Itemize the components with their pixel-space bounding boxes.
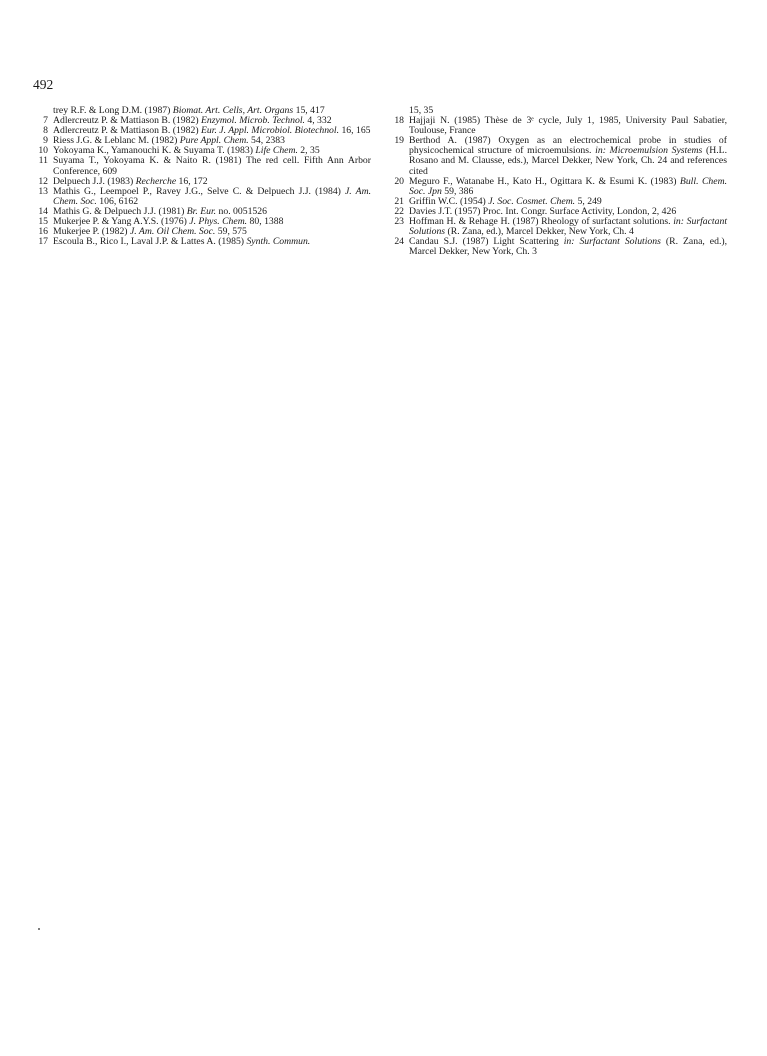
reference-number: 13 xyxy=(38,185,48,197)
reference-source-italic: Bull. Chem. Soc. Jpn xyxy=(409,175,727,197)
reference-text xyxy=(409,116,727,136)
reference-text-part: 59, 386 xyxy=(441,185,474,197)
reference-source-italic: in: Microemulsion Systems xyxy=(595,145,703,157)
reference-text-part: Meguro F., Watanabe H., Kato H., Ogittara K. & Esumi K. (1983) xyxy=(409,175,680,187)
references-left-column xyxy=(33,106,371,247)
reference-text xyxy=(53,237,371,247)
reference-text-part: Escoula B., Rico I., Laval J.P. & Lattes A. (1985) xyxy=(53,236,247,248)
reference-source-italic: Br. Eur. xyxy=(186,205,217,217)
reference-entry xyxy=(389,177,727,197)
reference-number: 17 xyxy=(38,236,48,248)
reference-source-italic: J. Phys. Chem. xyxy=(189,216,248,228)
reference-text-part: (R. Zana, ed.), Marcel Dekker, New York, Ch. 3 xyxy=(409,236,728,258)
reference-source-italic: Recherche xyxy=(135,175,177,187)
reference-entry xyxy=(33,156,371,176)
reference-text-part: Hoffman H. & Rehage H. (1987) Rheology of surfactant solutions. xyxy=(409,216,674,228)
reference-text-part: Hajjaji N. (1985) Thèse de 3ᵉ cycle, July 1, 1985, University Paul Sabatier, Toulouse, France xyxy=(409,115,727,137)
reference-source-italic: in: Surfactant Solutions xyxy=(409,216,728,238)
reference-number: 24 xyxy=(394,236,404,248)
reference-text-part: Adlercreutz P. & Mattiason B. (1982) xyxy=(53,115,201,127)
reference-text-part: Delpuech J.J. (1983) xyxy=(53,175,136,187)
reference-text xyxy=(409,136,727,176)
reference-entry xyxy=(389,237,727,257)
reference-text xyxy=(409,237,727,257)
reference-text-part: Mathis G. & Delpuech J.J. (1981) xyxy=(53,205,187,217)
reference-source-italic: J. Am. Chem. Soc. xyxy=(53,185,371,207)
reference-source-italic: Biomat. Art. Cells, Art. Organs xyxy=(172,105,294,116)
reference-number: 23 xyxy=(394,216,404,228)
reference-number: 8 xyxy=(43,125,48,137)
reference-text-part: 2, 35 xyxy=(297,145,320,157)
reference-number: 18 xyxy=(394,115,404,127)
reference-text-part: 80, 1388 xyxy=(247,216,284,228)
reference-number: 10 xyxy=(38,145,48,157)
page-number: 492 xyxy=(33,77,54,92)
reference-entry xyxy=(389,217,727,237)
reference-text-part: 54, 2383 xyxy=(248,135,285,147)
reference-entry xyxy=(33,237,371,247)
reference-source-italic: J. Soc. Cosmet. Chem. xyxy=(488,195,576,207)
reference-text-part: (R. Zana, ed.), Marcel Dekker, New York, Ch. 4 xyxy=(445,226,634,238)
reference-text-part: trey R.F. & Long D.M. (1987) xyxy=(53,105,173,116)
reference-text-part: 5, 249 xyxy=(575,195,602,207)
reference-text-part: 4, 332 xyxy=(304,115,332,127)
reference-source-italic: Synth. Commun. xyxy=(246,236,311,248)
reference-number: 21 xyxy=(394,195,404,207)
reference-text-part: Griffin W.C. (1954) xyxy=(409,195,489,207)
reference-text-part: 16, 172 xyxy=(176,175,208,187)
reference-text xyxy=(409,177,727,197)
reference-number: 7 xyxy=(43,115,48,127)
reference-text-part: Riess J.G. & Leblanc M. (1982) xyxy=(53,135,180,147)
reference-text xyxy=(53,187,371,207)
reference-number: 22 xyxy=(394,205,404,217)
reference-number: 14 xyxy=(38,205,48,217)
reference-text-part: Candau S.J. (1987) Light Scattering xyxy=(409,236,564,248)
reference-number: 12 xyxy=(38,175,48,187)
reference-text-part: 16, 165 xyxy=(339,125,371,137)
reference-source-italic: J. Am. Oil Chem. Soc. xyxy=(129,226,216,238)
reference-text-part: no. 0051526 xyxy=(216,205,267,217)
reference-number: 16 xyxy=(38,226,48,238)
reference-source-italic: Pure Appl. Chem. xyxy=(179,135,249,147)
reference-text-part: Mukerjee P. (1982) xyxy=(53,226,130,238)
reference-entry xyxy=(33,187,371,207)
reference-number: 19 xyxy=(394,135,404,147)
reference-text-part: Suyama T., Yokoyama K. & Naito R. (1981) The red cell. Fifth Ann Arbor Conference, 609 xyxy=(53,155,371,177)
reference-text-part: Berthod A. (1987) Oxygen as an electrochemical probe in studies of physicochemical structure of microemulsions. xyxy=(409,135,727,157)
reference-number: 11 xyxy=(38,155,48,167)
stray-mark xyxy=(38,928,40,930)
reference-number: 9 xyxy=(43,135,48,147)
reference-source-italic: Eur. J. Appl. Microbiol. Biotechnol. xyxy=(200,125,340,137)
reference-text xyxy=(53,156,371,176)
reference-text-part: Mathis G., Leempoel P., Ravey J.G., Selve C. & Delpuech J.J. (1984) xyxy=(53,185,345,197)
reference-number: 15 xyxy=(38,216,48,228)
reference-text-part: Adlercreutz P. & Mattiason B. (1982) xyxy=(53,125,201,137)
reference-source-italic: Life Chem. xyxy=(255,145,298,157)
reference-number: 20 xyxy=(394,175,404,187)
reference-text xyxy=(409,217,727,237)
reference-entry xyxy=(389,116,727,136)
reference-text-part: 15, 35 xyxy=(409,105,434,116)
reference-text-part: (H.L. Rosano and M. Clausse, eds.), Marcel Dekker, New York, Ch. 24 and references cited xyxy=(409,145,727,177)
reference-text-part: 59, 575 xyxy=(215,226,247,238)
reference-text-part: Mukerjee P. & Yang A.Y.S. (1976) xyxy=(53,216,190,228)
reference-text-part: Yokoyama K., Yamanouchi K. & Suyama T. (1983) xyxy=(53,145,256,157)
reference-source-italic: Enzymol. Microb. Technol. xyxy=(200,115,305,127)
reference-entry xyxy=(389,136,727,176)
references-right-column xyxy=(389,106,727,257)
reference-text-part: Davies J.T. (1957) Proc. Int. Congr. Surface Activity, London, 2, 426 xyxy=(409,205,677,217)
reference-source-italic: in: Surfactant Solutions xyxy=(563,236,661,248)
reference-text-part: 106, 6162 xyxy=(96,195,139,207)
reference-text-part: 15, 417 xyxy=(293,105,325,116)
